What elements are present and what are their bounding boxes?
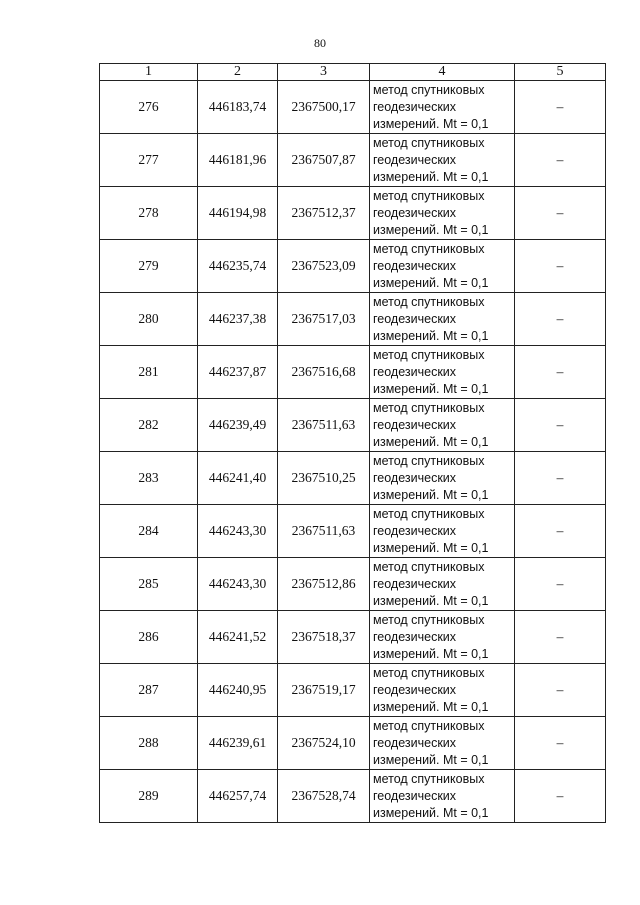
header-row [100,64,606,81]
method-line-3: измерений. Mt = 0,1 [373,699,489,714]
table-row [100,240,606,293]
x-coordinate-cell: 446183,74 [198,81,278,134]
point-number-cell: 277 [100,134,198,187]
extra-cell: – [515,240,606,293]
x-coordinate-cell: 446239,49 [198,399,278,452]
method-cell [370,664,515,717]
point-number-cell: 276 [100,81,198,134]
method-line-2: геодезических [373,205,457,220]
method-cell [370,399,515,452]
extra-cell: – [515,81,606,134]
x-coordinate-cell: 446243,30 [198,505,278,558]
method-line-1: метод спутниковых [373,400,485,415]
table-header [100,64,606,81]
method-cell [370,717,515,770]
y-coordinate-cell: 2367511,63 [278,505,370,558]
method-line-3: измерений. Mt = 0,1 [373,116,489,131]
extra-cell: – [515,187,606,240]
header-col-4: 4 [370,64,515,81]
method-line-3: измерений. Mt = 0,1 [373,434,489,449]
method-line-3: измерений. Mt = 0,1 [373,752,489,767]
method-line-1: метод спутниковых [373,559,485,574]
method-cell [370,187,515,240]
y-coordinate-cell: 2367518,37 [278,611,370,664]
y-coordinate-cell: 2367524,10 [278,717,370,770]
method-line-3: измерений. Mt = 0,1 [373,169,489,184]
table-body [100,81,606,823]
table-row [100,134,606,187]
method-line-3: измерений. Mt = 0,1 [373,805,489,820]
x-coordinate-cell: 446241,52 [198,611,278,664]
extra-cell: – [515,664,606,717]
method-line-2: геодезических [373,417,457,432]
header-col-5: 5 [515,64,606,81]
x-coordinate-cell: 446239,61 [198,717,278,770]
method-line-1: метод спутниковых [373,135,485,150]
table-row [100,770,606,823]
x-coordinate-cell: 446243,30 [198,558,278,611]
method-line-1: метод спутниковых [373,347,485,362]
header-col-1: 1 [100,64,198,81]
extra-cell: – [515,452,606,505]
method-line-3: измерений. Mt = 0,1 [373,222,489,237]
method-line-2: геодезических [373,470,457,485]
y-coordinate-cell: 2367512,37 [278,187,370,240]
method-line-1: метод спутниковых [373,453,485,468]
point-number-cell: 289 [100,770,198,823]
extra-cell: – [515,293,606,346]
method-line-3: измерений. Mt = 0,1 [373,540,489,555]
y-coordinate-cell: 2367519,17 [278,664,370,717]
table-row [100,611,606,664]
x-coordinate-cell: 446181,96 [198,134,278,187]
method-line-1: метод спутниковых [373,294,485,309]
method-line-3: измерений. Mt = 0,1 [373,487,489,502]
point-number-cell: 282 [100,399,198,452]
table-row [100,664,606,717]
table-row [100,187,606,240]
method-line-2: геодезических [373,311,457,326]
point-number-cell: 278 [100,187,198,240]
method-line-1: метод спутниковых [373,188,485,203]
y-coordinate-cell: 2367510,25 [278,452,370,505]
y-coordinate-cell: 2367512,86 [278,558,370,611]
table-row [100,505,606,558]
point-number-cell: 280 [100,293,198,346]
x-coordinate-cell: 446241,40 [198,452,278,505]
extra-cell: – [515,505,606,558]
point-number-cell: 281 [100,346,198,399]
method-cell [370,293,515,346]
method-line-2: геодезических [373,99,457,114]
point-number-cell: 287 [100,664,198,717]
point-number-cell: 284 [100,505,198,558]
method-line-3: измерений. Mt = 0,1 [373,381,489,396]
method-line-1: метод спутниковых [373,241,485,256]
table-row [100,717,606,770]
table-row [100,452,606,505]
method-line-2: геодезических [373,258,457,273]
method-line-2: геодезических [373,788,457,803]
coordinates-table [99,63,606,823]
page-number: 80 [314,36,326,50]
method-cell [370,134,515,187]
table-row [100,399,606,452]
extra-cell: – [515,134,606,187]
method-line-1: метод спутниковых [373,82,485,97]
method-cell [370,240,515,293]
extra-cell: – [515,611,606,664]
method-line-1: метод спутниковых [373,665,485,680]
method-cell [370,505,515,558]
extra-cell: – [515,346,606,399]
method-line-2: геодезических [373,629,457,644]
x-coordinate-cell: 446237,87 [198,346,278,399]
method-cell [370,81,515,134]
y-coordinate-cell: 2367500,17 [278,81,370,134]
method-line-2: геодезических [373,735,457,750]
method-line-1: метод спутниковых [373,612,485,627]
extra-cell: – [515,558,606,611]
x-coordinate-cell: 446235,74 [198,240,278,293]
x-coordinate-cell: 446257,74 [198,770,278,823]
point-number-cell: 288 [100,717,198,770]
header-col-2: 2 [198,64,278,81]
table-row [100,81,606,134]
method-line-3: измерений. Mt = 0,1 [373,593,489,608]
method-cell [370,346,515,399]
method-line-1: метод спутниковых [373,771,485,786]
point-number-cell: 283 [100,452,198,505]
method-cell [370,611,515,664]
y-coordinate-cell: 2367528,74 [278,770,370,823]
method-line-3: измерений. Mt = 0,1 [373,275,489,290]
method-line-2: геодезических [373,152,457,167]
method-line-2: геодезических [373,364,457,379]
extra-cell: – [515,717,606,770]
method-cell [370,452,515,505]
y-coordinate-cell: 2367516,68 [278,346,370,399]
method-line-2: геодезических [373,576,457,591]
method-line-1: метод спутниковых [373,506,485,521]
method-line-3: измерений. Mt = 0,1 [373,646,489,661]
method-cell [370,770,515,823]
table-row [100,558,606,611]
y-coordinate-cell: 2367523,09 [278,240,370,293]
x-coordinate-cell: 446237,38 [198,293,278,346]
point-number-cell: 286 [100,611,198,664]
method-line-2: геодезических [373,682,457,697]
extra-cell: – [515,399,606,452]
method-line-1: метод спутниковых [373,718,485,733]
y-coordinate-cell: 2367511,63 [278,399,370,452]
point-number-cell: 279 [100,240,198,293]
header-col-3: 3 [278,64,370,81]
method-line-3: измерений. Mt = 0,1 [373,328,489,343]
method-line-2: геодезических [373,523,457,538]
extra-cell: – [515,770,606,823]
method-cell [370,558,515,611]
table-row [100,293,606,346]
point-number-cell: 285 [100,558,198,611]
y-coordinate-cell: 2367507,87 [278,134,370,187]
x-coordinate-cell: 446194,98 [198,187,278,240]
y-coordinate-cell: 2367517,03 [278,293,370,346]
x-coordinate-cell: 446240,95 [198,664,278,717]
table-row [100,346,606,399]
